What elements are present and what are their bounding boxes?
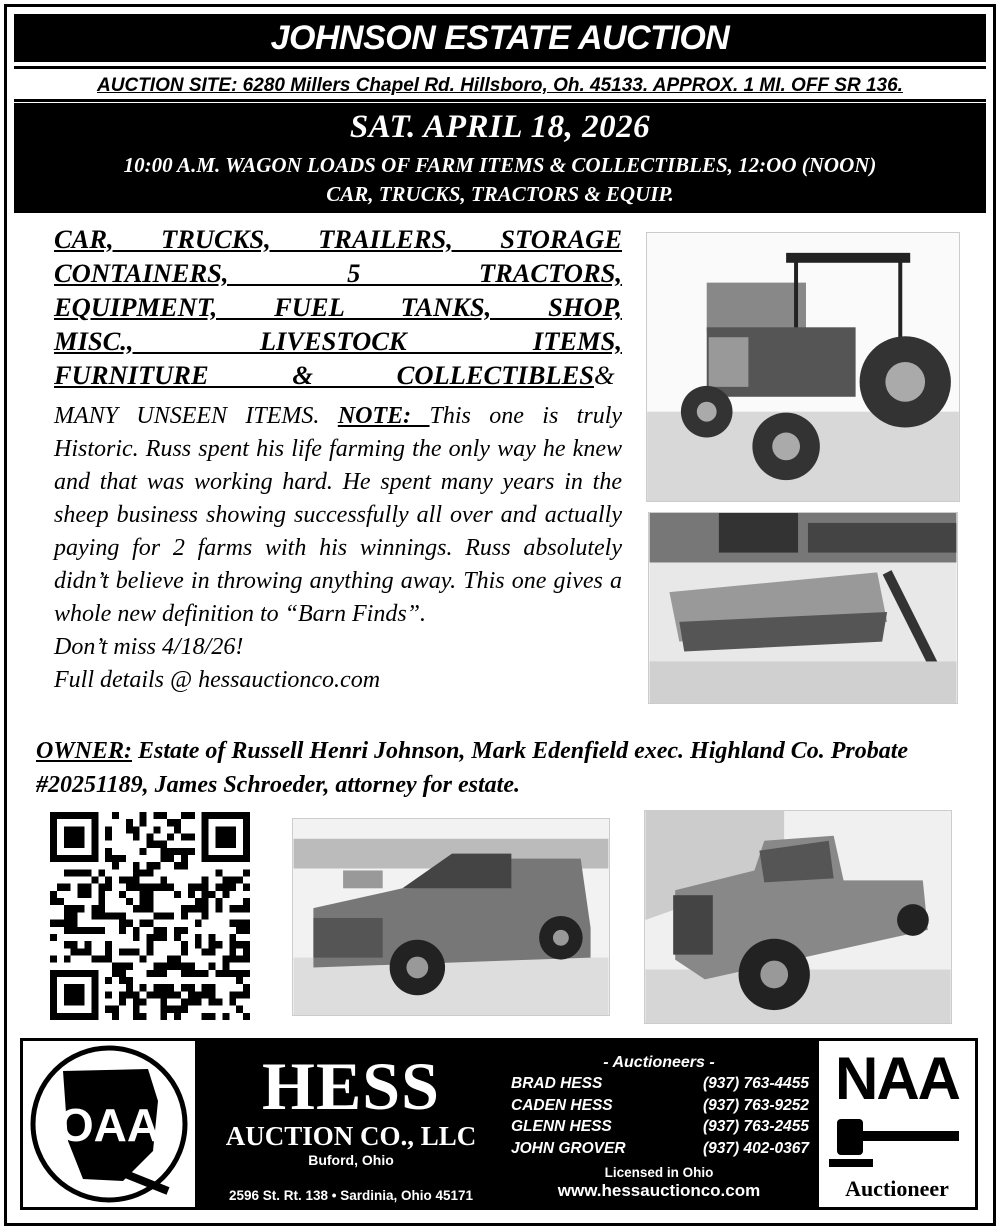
auctioneer-phone[interactable]: (937) 763-2455 — [703, 1118, 809, 1135]
item-line: MISC., LIVESTOCK ITEMS, — [54, 326, 622, 356]
date-banner — [14, 103, 986, 213]
service-truck-photo — [644, 810, 952, 1024]
company-address: 2596 St. Rt. 138 • Sardinia, Ohio 45171 — [228, 1188, 474, 1203]
qr-code-image — [50, 812, 250, 1020]
item-line: EQUIPMENT, FUEL TANKS, SHOP, — [54, 292, 622, 322]
auctioneer-phone[interactable]: (937) 763-4455 — [703, 1075, 809, 1092]
auction-date: SAT. APRIL 18, 2026 — [349, 109, 651, 145]
pickup-truck-photo — [292, 818, 610, 1016]
item-list — [54, 222, 622, 392]
details-link[interactable]: Full details @ hessauctionco.com — [54, 667, 381, 693]
divider — [14, 99, 986, 102]
auctioneer-row — [501, 1138, 817, 1160]
company-location: Buford, Ohio — [308, 1152, 394, 1168]
auctioneer-name: BRAD HESS — [511, 1075, 603, 1092]
gavel-icon — [819, 1111, 975, 1171]
description-lead: MANY UNSEEN ITEMS. — [54, 403, 338, 429]
auctioneer-phone[interactable]: (937) 763-9252 — [703, 1096, 809, 1114]
oaa-logo-text: OAA — [57, 1099, 161, 1151]
divider — [14, 66, 986, 69]
auction-company-banner — [20, 1038, 978, 1210]
description-text: This one is truly Historic. Russ spent his life farming the only way he knew and that was working hard. He spent many years in the sheep business showing successfully all over and actually paying for 2 farms with his winnings. Russ absolutely didn’t believe in throwing anything away. This one gives a whole new definition to “Barn Finds”. — [54, 403, 623, 627]
item-line: FURNITURE & COLLECTIBLES — [54, 360, 594, 390]
company-subtitle: AUCTION CO., LLC — [225, 1121, 477, 1151]
license-note: Licensed in Ohio — [604, 1165, 714, 1180]
owner-info — [36, 734, 976, 802]
naa-logo — [819, 1041, 975, 1207]
oaa-logo — [23, 1041, 195, 1207]
auctioneer-row — [501, 1073, 817, 1095]
schedule-line-1: 10:00 A.M. WAGON LOADS OF FARM ITEMS & COLLECTIBLES, 12:OO (NOON) — [123, 153, 877, 177]
owner-text: Estate of Russell Henri Johnson, Mark Edenfield exec. Highland Co. Probate #20251189, James Schroeder, attorney for estate. — [36, 738, 909, 798]
tractor-photo — [646, 232, 960, 502]
mower-image — [649, 513, 957, 703]
auctioneer-name: JOHN GROVER — [511, 1139, 626, 1157]
item-line-tail: & — [594, 360, 615, 390]
ohio-auctioneers-logo-icon — [23, 1041, 195, 1207]
auction-site-address: AUCTION SITE: 6280 Millers Chapel Rd. Hillsboro, Oh. 45133. APPROX. 1 MI. OFF SR 136. — [97, 75, 903, 96]
mower-photo — [648, 512, 958, 704]
description — [54, 400, 622, 697]
auctioneers-block — [501, 1041, 817, 1207]
tractor-image — [647, 233, 959, 501]
pickup-truck-image — [293, 819, 609, 1015]
qr-code[interactable] — [50, 812, 250, 1020]
item-line: CONTAINERS, 5 TRACTORS, — [54, 258, 622, 288]
website-link[interactable]: www.hessauctionco.com — [557, 1181, 761, 1200]
qr-modules — [50, 812, 250, 1020]
auctioneer-row — [501, 1116, 817, 1138]
note-label: NOTE: — [337, 403, 430, 429]
item-line-last — [54, 358, 622, 392]
auctioneer-name: GLENN HESS — [511, 1118, 612, 1135]
owner-label: OWNER: — [36, 738, 133, 764]
auctioneer-name: CADEN HESS — [511, 1096, 613, 1114]
page-title: JOHNSON ESTATE AUCTION — [14, 14, 986, 62]
item-line: CAR, TRUCKS, TRAILERS, STORAGE — [54, 224, 622, 254]
naa-caption: Auctioneer — [845, 1176, 949, 1201]
company-name: HESS — [262, 1048, 440, 1124]
dont-miss: Don’t miss 4/18/26! — [54, 634, 244, 660]
auctioneer-row — [501, 1095, 817, 1117]
company-block — [201, 1041, 501, 1207]
naa-logo-text: NAA — [835, 1045, 959, 1112]
auctioneers-heading: - Auctioneers - — [603, 1054, 715, 1071]
schedule-line-2: CAR, TRUCKS, TRACTORS & EQUIP. — [326, 182, 674, 206]
service-truck-image — [645, 811, 951, 1023]
auctioneer-phone[interactable]: (937) 402-0367 — [703, 1139, 809, 1157]
